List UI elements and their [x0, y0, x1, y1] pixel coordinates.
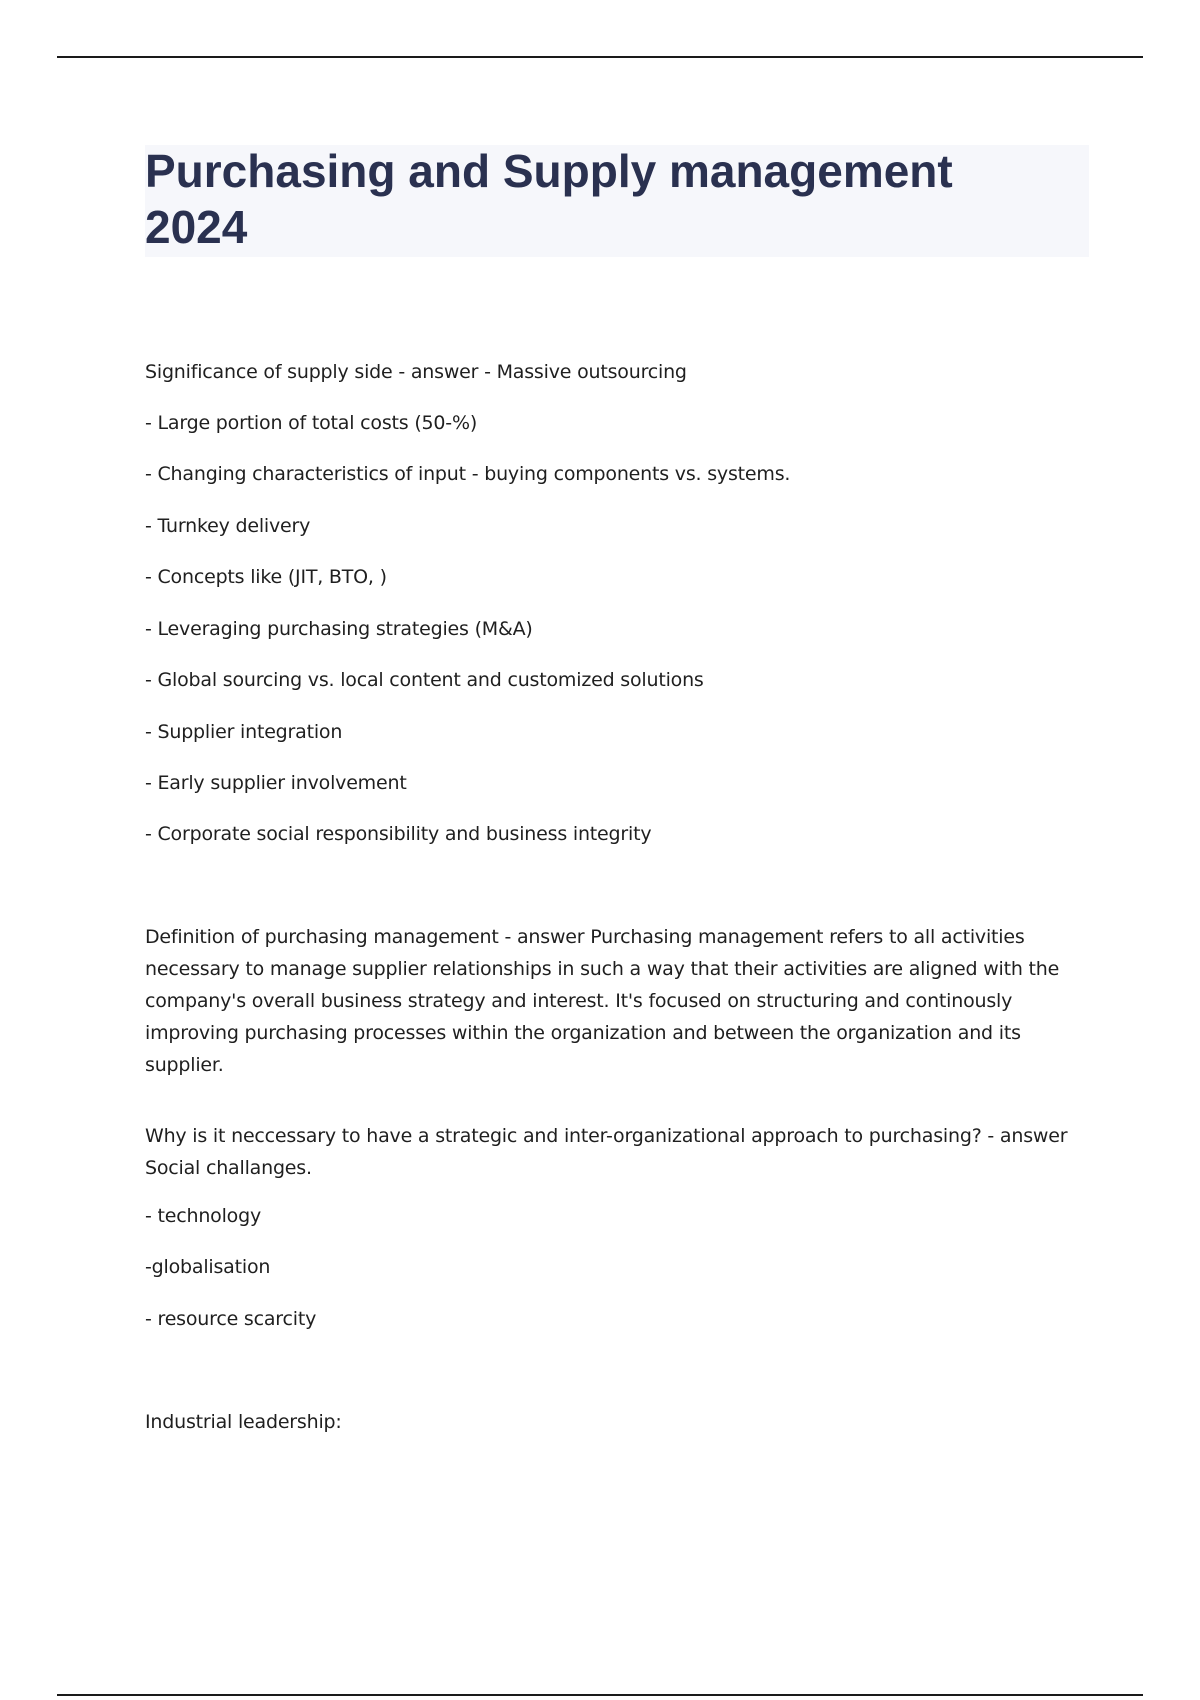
question-definition: Definition of purchasing management - answer Purchasing management refers to all activities necessary to manage supplier relationships in such a way that their activities are aligned with the company's overall business strategy and interest. It's focused on structuring and continously improving purchasing processes within the organization and between the organization and its supplier.: [145, 926, 1060, 1076]
list-item: - Concepts like (JIT, BTO, ): [145, 566, 387, 588]
list-item: - technology: [145, 1205, 261, 1227]
list-item: - resource scarcity: [145, 1308, 317, 1330]
question-industrial-leadership: Industrial leadership:: [145, 1411, 342, 1433]
list-item: - Turnkey delivery: [145, 515, 311, 537]
list-item: - Early supplier involvement: [145, 772, 407, 794]
question-strategic-approach: Why is it neccessary to have a strategic and inter-organizational approach to purchasing? - answer Social challanges.: [145, 1125, 1068, 1179]
list-item: - Changing characteristics of input - buying components vs. systems.: [145, 463, 791, 485]
bottom-rule: [57, 1694, 1143, 1696]
top-rule: [57, 56, 1143, 58]
list-item: -globalisation: [145, 1256, 271, 1278]
page-title: Purchasing and Supply management 2024: [145, 145, 953, 253]
list-item: - Supplier integration: [145, 721, 343, 743]
list-item: - Corporate social responsibility and business integrity: [145, 823, 652, 845]
question-supply-side: Significance of supply side - answer - Massive outsourcing: [145, 361, 687, 383]
list-item: - Leveraging purchasing strategies (M&A): [145, 618, 533, 640]
list-item: - Large portion of total costs (50-%): [145, 412, 478, 434]
list-item: - Global sourcing vs. local content and customized solutions: [145, 669, 704, 691]
